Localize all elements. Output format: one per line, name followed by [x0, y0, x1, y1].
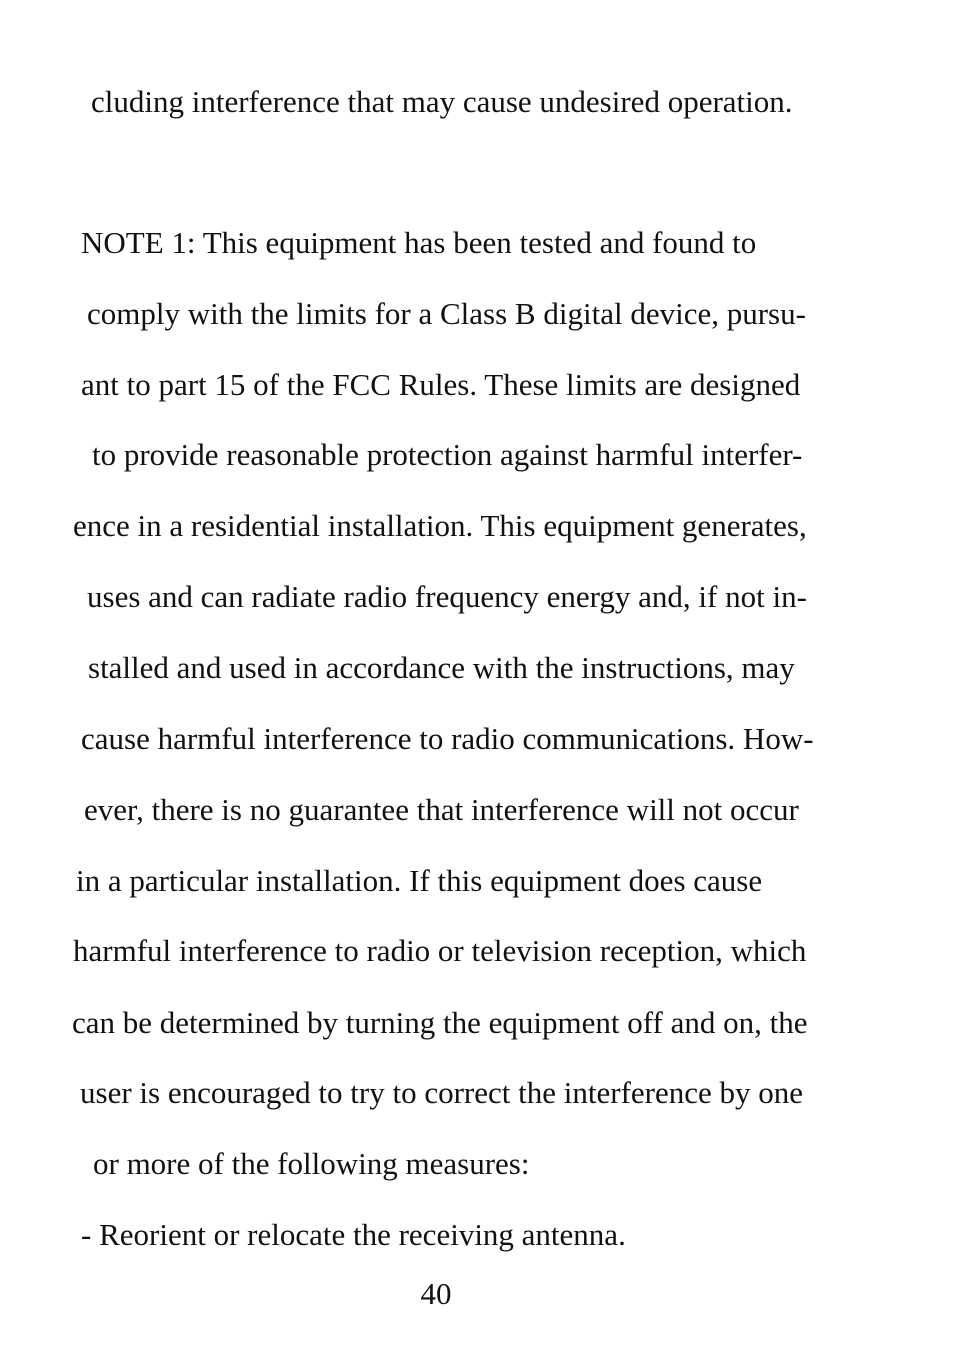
text-line: or more of the following measures:	[93, 1146, 530, 1181]
text-line: ever, there is no guarantee that interference will not occur	[84, 792, 799, 827]
text-line: cause harmful interference to radio communications. How-	[81, 721, 814, 756]
text-line: stalled and used in accordance with the instructions, may	[88, 650, 795, 685]
page-number: 40	[420, 1276, 452, 1311]
text-line: cluding interference that may cause undesired operation.	[91, 84, 793, 119]
text-line: user is encouraged to try to correct the interference by one	[80, 1075, 804, 1110]
text-line: in a particular installation. If this equipment does cause	[76, 863, 763, 898]
text-line: - Reorient or relocate the receiving antenna.	[81, 1217, 626, 1252]
text-line: NOTE 1: This equipment has been tested and found to	[81, 225, 757, 260]
text-line: harmful interference to radio or television reception, which	[73, 933, 807, 968]
text-line: uses and can radiate radio frequency energy and, if not in-	[87, 579, 807, 614]
text-line: ant to part 15 of the FCC Rules. These limits are designed	[81, 367, 801, 402]
text-line: can be determined by turning the equipment off and on, the	[72, 1005, 808, 1040]
text-line: ence in a residential installation. This equipment generates,	[73, 508, 807, 543]
text-line: comply with the limits for a Class B digital device, pursu-	[87, 296, 806, 331]
text-line: to provide reasonable protection against harmful interfer-	[92, 437, 803, 472]
